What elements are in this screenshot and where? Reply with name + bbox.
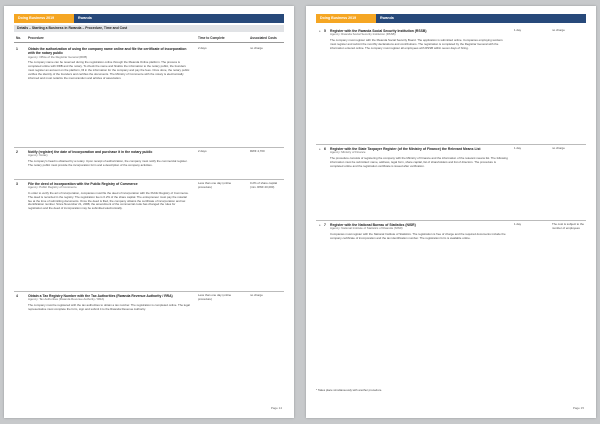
table-header <box>14 34 284 43</box>
table-row <box>14 147 284 180</box>
time-value: 1 day <box>514 146 522 150</box>
time-value: 1 day <box>514 222 522 226</box>
procedure-description: The company's head is obtained by a notary. Upon receipt of authorization, the company must notify the commercial register. The notary public must provide the incorporation form and a description of the company activities. <box>28 159 188 167</box>
report-label: Doing Business 2019 <box>14 14 74 23</box>
cost-value: The cost is subject to the number of employees <box>552 222 584 230</box>
procedure-description: The company must be registered with the tax authorities to obtain a tax number. The registration is completed online. The legal representative must complete the form, sign and submit it to the Rwanda Revenue Authority. <box>28 303 190 311</box>
procedure-number: 2 <box>16 150 18 154</box>
procedure-cell <box>28 47 190 131</box>
procedure-description: Companies must register with the National Institute of Statistics. The registration is free of charge and the required documents include the company certificate of incorporation and the tax identification number. The registration form is available online. <box>330 232 506 240</box>
simultaneous-marker: * <box>319 223 321 228</box>
time-value: 2 days <box>198 46 207 50</box>
cost-value: no charge <box>552 28 565 32</box>
procedure-number: 6 <box>324 147 326 151</box>
procedure-agency: Agency: Ministry of Finance <box>330 150 366 155</box>
procedure-number: 7 <box>324 223 326 227</box>
procedure-description: The company name can be reserved during the registration online through the Rwanda Online platform. The process is completed online with RDB and the notary. To check the name and finalize the information to the notary public, the founders must register an account on the platform, fill in the information for the company and pay the fees. Once done, the notary public verifies the identity of the founders and certifies the documents. The Ministry of Commerce with the notary is electronically informed and must notarize the memorandum and articles of association. <box>28 60 190 80</box>
procedure-agency: Agency: Public Registry of Commerce <box>28 185 77 190</box>
cost-value: RWF 4,700 <box>250 149 265 153</box>
cost-value: no charge <box>250 293 263 297</box>
procedure-cell <box>28 182 190 284</box>
cost-value: no charge <box>250 46 263 50</box>
page-header <box>316 14 586 23</box>
table-row <box>14 291 284 353</box>
col-time: Time to Complete <box>198 36 225 40</box>
procedure-title: File the deed of incorporation with the Public Registry of Commerce <box>28 182 138 186</box>
table-row <box>316 26 586 145</box>
procedure-agency: Agency: Office of the Registrar General (RDB) <box>28 54 88 59</box>
col-cost: Associated Costs <box>250 36 277 40</box>
time-value: 2 days <box>198 149 207 153</box>
time-value: Less than one day (online procedure) <box>198 293 232 301</box>
procedure-cell <box>28 294 190 342</box>
time-value: Less than one day (online procedure) <box>198 181 232 189</box>
procedure-cell <box>28 150 190 176</box>
simultaneous-marker: * <box>319 29 321 34</box>
procedure-cell <box>330 223 508 373</box>
procedure-title: Register with the State Taxpayer Register (of the Ministry of Finance) the Relevant Means List <box>330 147 481 151</box>
page-header <box>14 14 284 23</box>
section-title: Details – Starting a Business in Rwanda – Procedure, Time and Cost <box>14 25 284 32</box>
procedure-title: Obtain a Tax Registry Number with the Tax Authorities (Rwanda Revenue Authority / RRA) <box>28 294 173 298</box>
footnote: * Takes place simultaneously with another procedure. <box>316 388 383 392</box>
procedure-number: 4 <box>16 294 18 298</box>
procedure-title: Notify (register) the date of incorporation and purchase it in the notary public <box>28 150 153 154</box>
cost-value: no charge <box>552 146 565 150</box>
document-page-right <box>306 6 596 418</box>
document-page-left <box>4 6 294 418</box>
economy-label: Rwanda <box>376 14 586 23</box>
economy-label: Rwanda <box>74 14 284 23</box>
procedure-agency: Agency: Notary <box>28 153 48 158</box>
page-number: Page 14 <box>270 406 282 410</box>
procedure-agency: Agency: National Institute of Statistics of Rwanda (NISR) <box>330 226 403 231</box>
table-row <box>14 179 284 292</box>
procedure-number: 3 <box>16 182 18 186</box>
procedure-cell <box>330 29 508 135</box>
col-no: No. <box>16 36 22 40</box>
procedure-description: The procedure consists of registering the company with the Ministry of Finance and the information of the relevant means list. The following information must be submitted: name, address, legal form, share capital, list of shareholders and list of directors. The procedure is completed online and the registration certificate is issued after verification. <box>330 156 508 168</box>
procedure-number: 5 <box>324 29 326 33</box>
procedure-description: The company must register with the Rwanda Social Security Board. The application is submitted online. Companies employing workers must register and submit the monthly declarations and contributions. The registration is completed by the Registrar General with the information entered online. The company must register all employees with RSSB within seven days of hiring. <box>330 38 503 50</box>
simultaneous-marker: * <box>319 147 321 152</box>
procedure-title: Register with the National Bureau of Statistics (NISR) <box>330 223 416 227</box>
col-procedure: Procedure <box>28 36 44 40</box>
page-number: Page 15 <box>572 406 584 410</box>
table-row <box>316 144 586 221</box>
table-row <box>316 220 586 382</box>
procedure-title: Obtain the authorization of using the company name online and file the certificate of incorporation with the notary public <box>28 47 187 56</box>
cost-value: 0.2% of share capital (min. RWF 20,000) <box>250 181 277 189</box>
procedure-cell <box>330 147 508 213</box>
procedure-agency: Agency: Tax Authorities (Rwanda Revenue Authority / RRA) <box>28 297 105 302</box>
procedure-title: Register with the Rwanda Social Security Institution (RSSB) <box>330 29 427 33</box>
table-row <box>14 44 284 148</box>
procedure-agency: Agency: Rwanda Social Security Institution (RSSB) <box>330 32 396 37</box>
report-label: Doing Business 2019 <box>316 14 376 23</box>
procedure-description: In order to verify the act of incorporation, companies must file the deed of incorporation with the Public Registry of Commerce. The deed is recorded in the registry. The registration fee is 0.2% of the share capital. The entrepreneur must pay the notarial fee at the time of submitting documents. Once the deed is filed, the company obtains the certificate of incorporation and tax identification number. Since November 21, 2008, the amendment of the commercial code has changed the rules for registration and the deed of incorporation may be submitted electronically. <box>28 191 189 211</box>
procedure-number: 1 <box>16 47 18 51</box>
time-value: 1 day <box>514 28 522 32</box>
